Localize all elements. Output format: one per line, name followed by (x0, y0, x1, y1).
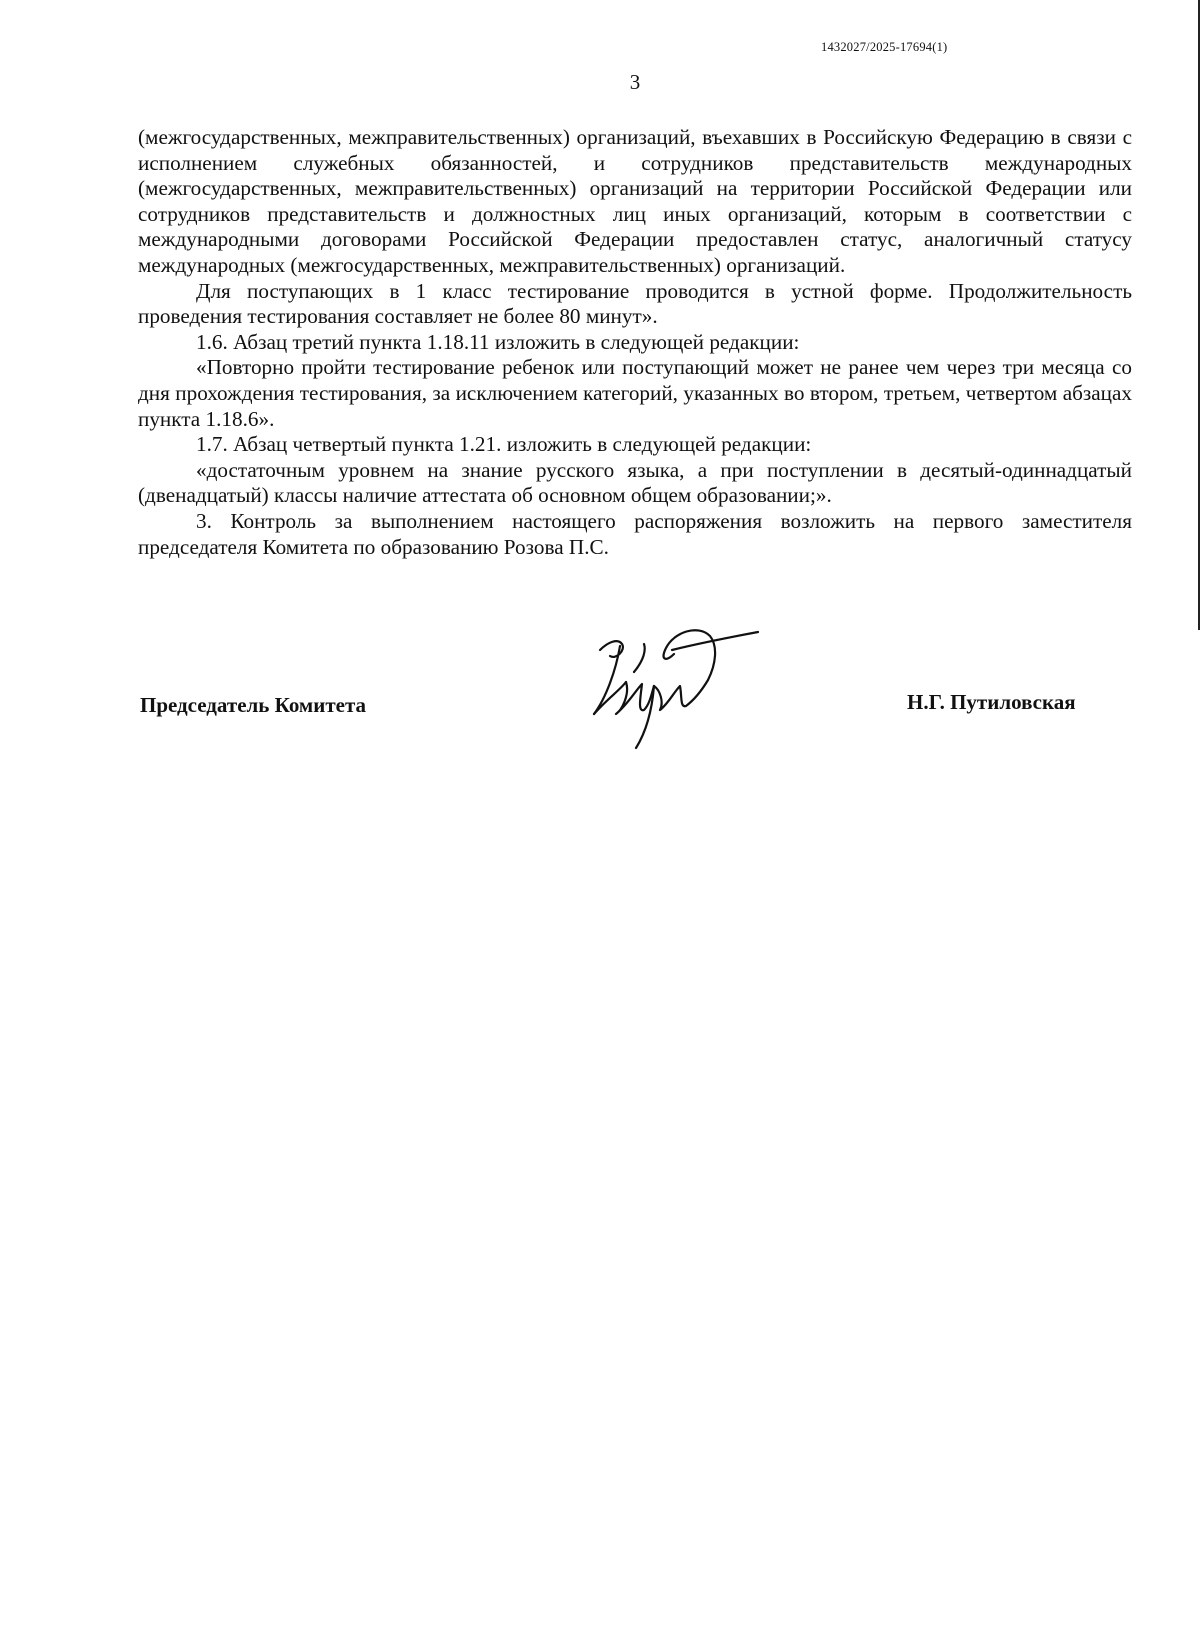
paragraph-item-1-7: 1.7. Абзац четвертый пункта 1.21. изложить в следующей редакции: (196, 432, 812, 457)
paragraph-item-1-6: 1.6. Абзац третий пункта 1.18.11 изложить в следующей редакции: (196, 329, 800, 354)
signature-block (0, 630, 1200, 760)
paragraph-continuation: (межгосударственных, межправительственных) организаций, въехавших в Российскую Федерацию в связи с исполнением служебных обязанностей, и сотрудников представительств международных (межгосударственных, межправительственных) организаций на территории Российской Федерации или сотрудников представительств и должностных лиц иных организаций, которым в соответствии с международными договорами Российской Федерации предоставлен статус, аналогичный статусу международных (межгосударственных, межправительственных) организаций. (138, 125, 1132, 277)
document-number: 1432027/2025-17694(1) (821, 40, 948, 54)
paragraph-testing-form: Для поступающих в 1 класс тестирование проводится в устной форме. Продолжительность проведения тестирования составляет не более 80 минут». (138, 278, 1132, 329)
handwritten-signature (586, 620, 786, 760)
paragraph-retest-quote: «Повторно пройти тестирование ребенок или поступающий может не ранее чем через три месяца со дня прохождения тестирования, за исключением категорий, указанных во втором, третьем, четвертом абзацах пункта 1.18.6». (138, 355, 1132, 431)
paragraph-language-quote: «достаточным уровнем на знание русского языка, а при поступлении в десятый-одиннадцатый (двенадцатый) классы наличие аттестата об основном общем образовании;». (138, 457, 1132, 508)
signer-name: Н.Г. Путиловская (907, 690, 1076, 714)
paragraph-item-3-control: 3. Контроль за выполнением настоящего распоряжения возложить на первого заместителя председателя Комитета по образованию Розова П.С. (138, 508, 1132, 559)
page-number: 3 (629, 70, 641, 94)
signer-title: Председатель Комитета (140, 693, 367, 717)
document-body (138, 125, 1132, 560)
